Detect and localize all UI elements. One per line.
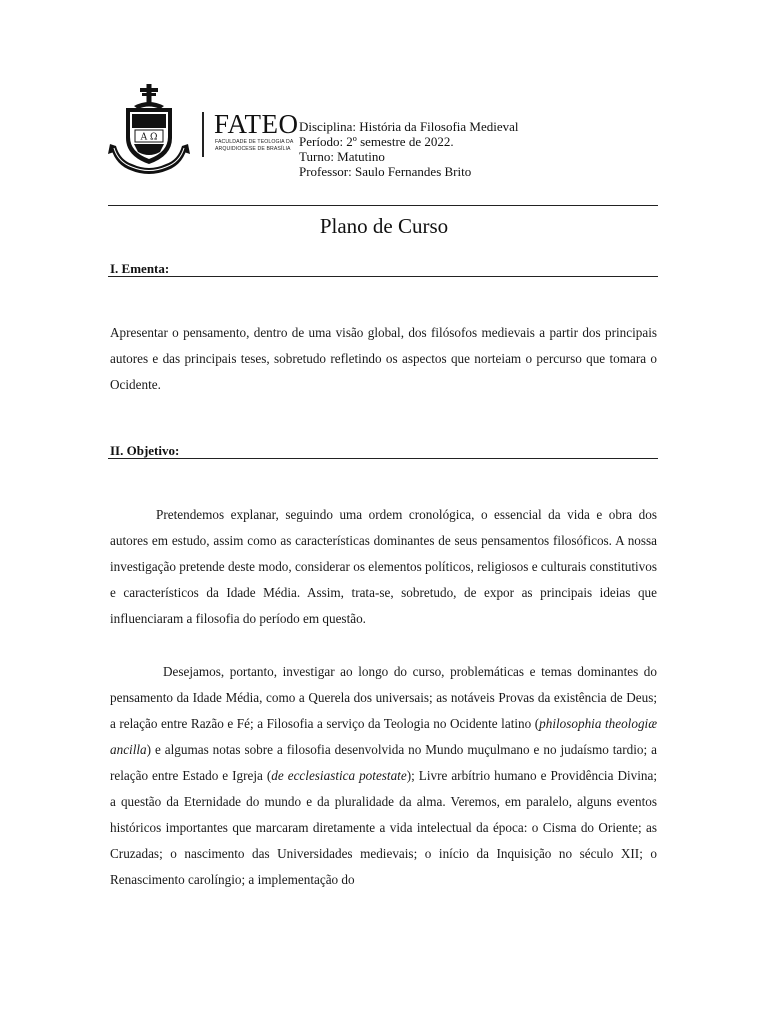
course-shift: Turno: Matutino <box>299 149 385 164</box>
objetivo-paragraph-2-part-b: ) e algumas notas sobre a filosofia desenvolvida no Mundo muçulmano e no judaísmo tardio; a relação entre Estado e Igreja ( <box>110 742 657 783</box>
header-divider <box>108 205 658 206</box>
objetivo-paragraph-1: Pretendemos explanar, seguindo uma ordem cronológica, o essencial da vida e obra dos autores em estudo, assim como as características dominantes de seus pensamentos filosóficos. A nossa investigação pretende deste modo, considerar os elementos políticos, religiosos e culturais constitutivos e característicos da Idade Média. Assim, trata-se, sobretudo, de expor as principais ideias que influenciaram a filosofia do período em questão. <box>110 507 657 626</box>
latin-phrase-potestate: de ecclesiastica potestate <box>271 768 407 783</box>
fateo-subtitle-line2: ARQUIDIOCESE DE BRASÍLIA <box>215 146 291 152</box>
page-title: Plano de Curso <box>319 214 449 238</box>
ementa-paragraph: Apresentar o pensamento, dentro de uma visão global, dos filósofos medievais a partir dos principais autores e das principais teses, sobretudo refletindo os aspectos que norteiam o percurso que tomara o Ocidente. <box>110 325 657 392</box>
course-period: Período: 2º semestre de 2022. <box>299 134 454 149</box>
shield-text: A Ω <box>140 132 158 143</box>
section-heading-objetivo: II. Objetivo: <box>110 443 180 458</box>
fateo-subtitle-line1: FACULDADE DE TEOLOGIA DA <box>215 139 294 145</box>
fateo-wordmark: FATEO <box>214 109 299 139</box>
logo-divider <box>202 112 204 157</box>
course-discipline: Disciplina: História da Filosofia Medieval <box>299 119 519 134</box>
objetivo-paragraph-2-part-c: ); Livre arbítrio humano e Providência Divina; a questão da Eternidade do mundo e da pluralidade da alma. Veremos, em paralelo, alguns eventos históricos importantes que marcaram diretamente a vida intelectual da época: o Cisma do Oriente; as Cruzadas; o nascimento das Universidades medievais; o início da Inquisição no século XII; o Renascimento carolíngio; a implementação do <box>110 768 658 887</box>
course-professor: Professor: Saulo Fernandes Brito <box>299 164 472 179</box>
section-rule-objetivo <box>108 458 658 459</box>
section-heading-ementa: I. Ementa: <box>110 261 170 276</box>
course-info <box>299 119 519 179</box>
objetivo-paragraph-2 <box>110 659 657 893</box>
latin-phrase-ancilla: philosophia theologiæ ancilla <box>110 716 657 757</box>
crest-icon <box>108 82 190 182</box>
section-rule-ementa <box>108 276 658 277</box>
objetivo-paragraph-2-part-a: Desejamos, portanto, investigar ao longo do curso, problemáticas e temas dominantes do pensamento da Idade Média, como a Querela dos universais; as notáveis Provas da existência de Deus; a relação entre Razão e Fé; a Filosofia a serviço da Teologia no Ocidente latino ( <box>110 664 657 731</box>
fateo-logo <box>108 82 298 182</box>
